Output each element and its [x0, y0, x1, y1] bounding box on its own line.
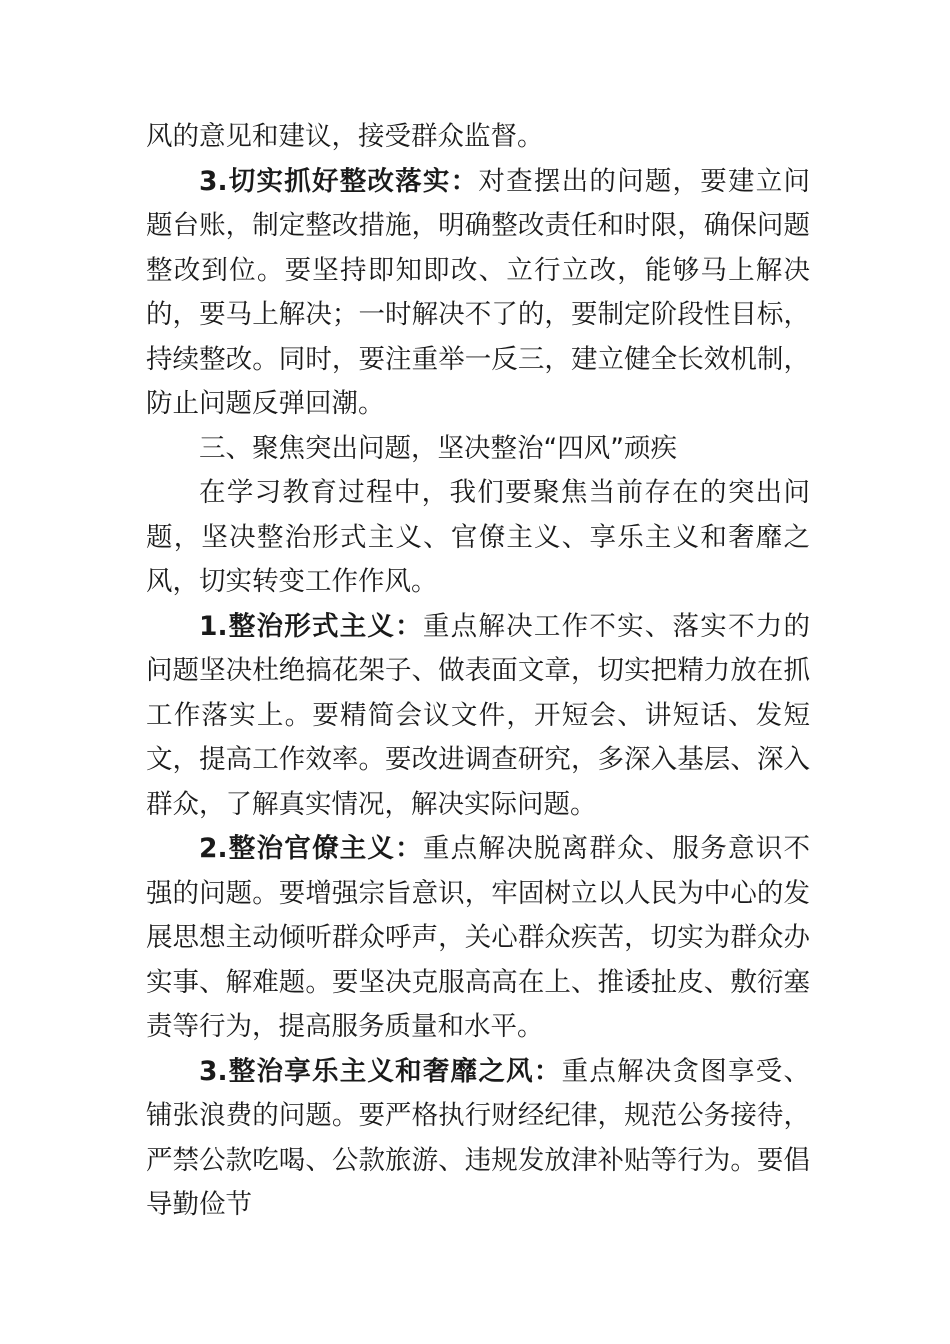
- paragraph-text: 重点解决贪图享受、铺张浪费的问题。要严格执行财经纪律，规范公务接待，严禁公款吃喝、公款旅游、违规发放津补贴等行为。要倡导勤俭节: [146, 1055, 810, 1220]
- document-body: [146, 115, 810, 1228]
- paragraph-text: 对查摆出的问题，要建立问题台账，制定整改措施，明确整改责任和时限，确保问题整改到位。要坚持即知即改、立行立改，能够马上解决的，要马上解决；一时解决不了的，要制定阶段性目标，持续整改。同时，要注重举一反三，建立健全长效机制，防止问题反弹回潮。: [146, 165, 811, 419]
- paragraph-text: 在学习教育过程中，我们要聚焦当前存在的突出问题，坚决整治形式主义、官僚主义、享乐主义和奢靡之风，切实转变工作作风。: [146, 477, 810, 597]
- paragraph-text: 风的意见和建议，接受群众监督。: [146, 121, 544, 152]
- paragraph-continuation: [146, 115, 810, 160]
- paragraph-bureaucratism: [146, 827, 810, 1050]
- paragraph-rectification: [146, 160, 810, 427]
- paragraph-formalism: [146, 605, 810, 828]
- paragraph-title: 2.整治官僚主义：: [199, 833, 423, 864]
- paragraph-title: 3.整治享乐主义和奢靡之风：: [199, 1055, 562, 1087]
- paragraph-title: 3.切实抓好整改落实：: [199, 165, 479, 197]
- section-heading: 三、聚焦突出问题，坚决整治“四风”顽疾: [199, 432, 677, 464]
- paragraph-hedonism: [146, 1050, 810, 1228]
- paragraph-text: 重点解决脱离群众、服务意识不强的问题。要增强宗旨意识，牢固树立以人民为中心的发展思想主动倾听群众呼声，关心群众疾苦，切实为群众办实事、解难题。要坚决克服高高在上、推诿扯皮、敷衍塞责等行为，提高服务质量和水平。: [146, 833, 810, 1042]
- paragraph-text: 重点解决工作不实、落实不力的问题坚决杜绝搞花架子、做表面文章，切实把精力放在抓工作落实上。要精简会议文件，开短会、讲短话、发短文，提高工作效率。要改进调查研究，多深入基层、深入群众，了解真实情况，解决实际问题。: [146, 610, 810, 820]
- paragraph-title: 1.整治形式主义：: [199, 610, 423, 642]
- paragraph-intro: [146, 471, 810, 605]
